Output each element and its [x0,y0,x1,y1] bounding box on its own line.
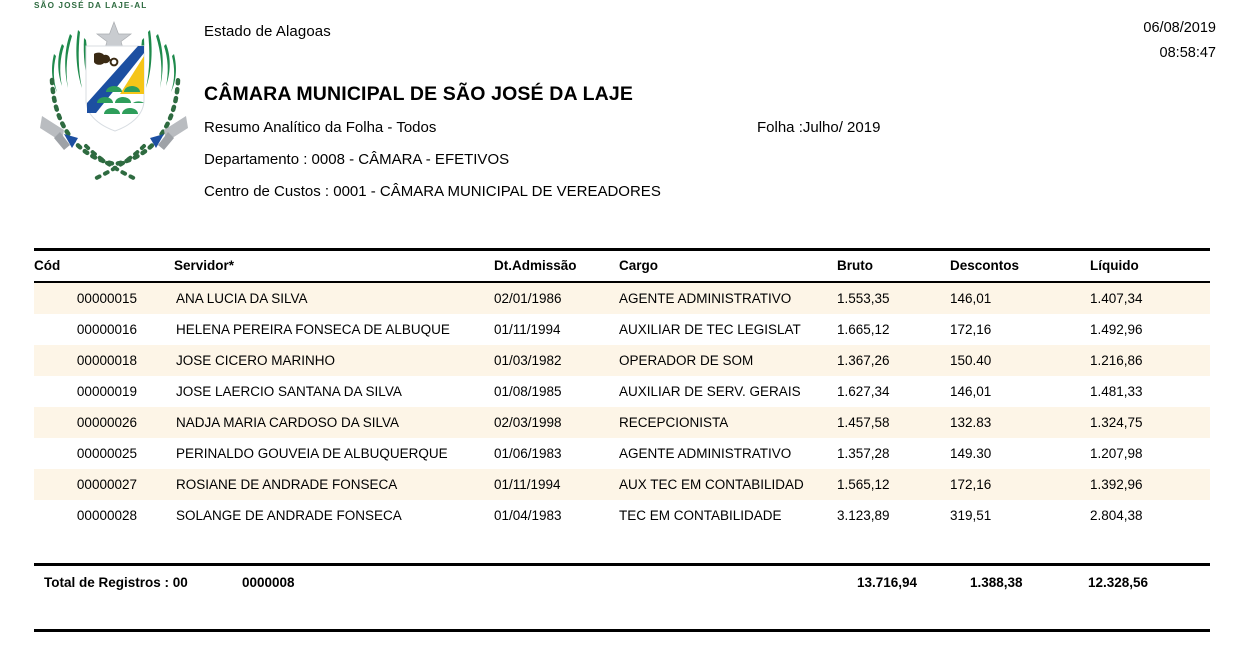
cell-servidor: NADJA MARIA CARDOSO DA SILVA [174,407,494,438]
state-label: Estado de Alagoas [204,23,331,40]
totals-bruto: 13.716,94 [857,575,918,590]
cell-servidor: JOSE CICERO MARINHO [174,345,494,376]
totals-liquido: 12.328,56 [1088,575,1149,590]
report-title: Resumo Analítico da Folha - Todos [204,119,437,136]
cell-admissao: 01/03/1982 [494,345,619,376]
column-header-descontos: Descontos [950,258,1020,273]
cell-servidor: HELENA PEREIRA FONSECA DE ALBUQUE [174,314,494,345]
cell-descontos: 146,01 [950,376,1090,407]
cell-cargo: OPERADOR DE SOM [619,345,837,376]
cell-bruto: 1.357,28 [837,438,950,469]
print-datetime [1143,16,1216,66]
cell-cod: 00000016 [34,314,174,345]
table-row [34,283,1210,314]
cell-descontos: 149.30 [950,438,1090,469]
departamento-line: Departamento : 0008 - CÂMARA - EFETIVOS [204,151,510,168]
coat-of-arms-emblem [34,1,194,190]
totals-container [34,563,1210,632]
cell-descontos: 132.83 [950,407,1090,438]
cell-descontos: 319,51 [950,500,1090,531]
column-header-servidor: Servidor* [174,258,235,273]
table-row [34,345,1210,376]
shield-icon [86,46,144,131]
cell-bruto: 1.457,58 [837,407,950,438]
print-date: 06/08/2019 [1143,20,1216,36]
ribbon-text: SÃO JOSÉ DA LAJE-AL [34,1,148,10]
table-row [34,407,1210,438]
cell-admissao: 01/08/1985 [494,376,619,407]
payroll-table [34,251,1210,281]
cell-cod: 00000018 [34,345,174,376]
cell-admissao: 01/06/1983 [494,438,619,469]
cell-cargo: RECEPCIONISTA [619,407,837,438]
cell-cargo: AGENTE ADMINISTRATIVO [619,438,837,469]
cell-liquido: 1.407,34 [1090,283,1210,314]
cell-admissao: 01/04/1983 [494,500,619,531]
table-row [34,469,1210,500]
folha-label: Folha :Julho/ 2019 [757,119,881,136]
cell-admissao: 02/01/1986 [494,283,619,314]
cell-bruto: 1.565,12 [837,469,950,500]
cell-cod: 00000026 [34,407,174,438]
cell-bruto: 3.123,89 [837,500,950,531]
table-row [34,500,1210,531]
cell-liquido: 1.481,33 [1090,376,1210,407]
column-header-admissao: Dt.Admissão [494,258,577,273]
cell-cargo: AUX TEC EM CONTABILIDAD [619,469,837,500]
totals-label: Total de Registros : 00 [44,575,188,590]
totals-count: 0000008 [242,575,295,590]
table-header-row [34,251,1210,281]
cell-liquido: 1.324,75 [1090,407,1210,438]
cell-liquido: 1.392,96 [1090,469,1210,500]
cell-bruto: 1.627,34 [837,376,950,407]
table-body [34,283,1210,531]
column-header-cod: Cód [34,258,61,273]
column-header-bruto: Bruto [837,258,873,273]
cell-descontos: 146,01 [950,283,1090,314]
crossed-stems-icon [86,146,144,180]
cell-cod: 00000028 [34,500,174,531]
centro-custos-line: Centro de Custos : 0001 - CÂMARA MUNICIPAL DE VEREADORES [204,183,661,200]
cell-cod: 00000015 [34,283,174,314]
table-row [34,438,1210,469]
cell-liquido: 1.492,96 [1090,314,1210,345]
column-header-cargo: Cargo [619,258,659,273]
payroll-table-body [34,283,1210,531]
entity-title: CÂMARA MUNICIPAL DE SÃO JOSÉ DA LAJE [204,83,634,105]
cell-descontos: 172,16 [950,469,1090,500]
cell-admissao: 01/11/1994 [494,314,619,345]
cell-servidor: JOSE LAERCIO SANTANA DA SILVA [174,376,494,407]
cell-liquido: 1.216,86 [1090,345,1210,376]
payroll-table-container [34,248,1210,531]
cell-liquido: 1.207,98 [1090,438,1210,469]
cell-cod: 00000019 [34,376,174,407]
print-time: 08:58:47 [1159,45,1216,61]
cell-cargo: AUXILIAR DE SERV. GERAIS [619,376,837,407]
cell-descontos: 150.40 [950,345,1090,376]
column-header-liquido: Líquido [1090,258,1139,273]
totals-row [34,566,1210,600]
cell-descontos: 172,16 [950,314,1090,345]
totals-descontos: 1.388,38 [970,575,1023,590]
cell-bruto: 1.367,26 [837,345,950,376]
totals-bottom-rule [34,629,1210,632]
table-row [34,314,1210,345]
cell-admissao: 02/03/1998 [494,407,619,438]
cell-cargo: AGENTE ADMINISTRATIVO [619,283,837,314]
cell-bruto: 1.665,12 [837,314,950,345]
report-header [204,0,964,201]
report-title-row [204,119,964,137]
cell-servidor: PERINALDO GOUVEIA DE ALBUQUERQUE [174,438,494,469]
table-row [34,376,1210,407]
cell-servidor: ANA LUCIA DA SILVA [174,283,494,314]
cell-cargo: AUXILIAR DE TEC LEGISLAT [619,314,837,345]
cell-bruto: 1.553,35 [837,283,950,314]
cell-cargo: TEC EM CONTABILIDADE [619,500,837,531]
totals-gap [34,600,1210,629]
cell-liquido: 2.804,38 [1090,500,1210,531]
cell-cod: 00000027 [34,469,174,500]
cell-cod: 00000025 [34,438,174,469]
cell-admissao: 01/11/1994 [494,469,619,500]
cell-servidor: ROSIANE DE ANDRADE FONSECA [174,469,494,500]
cell-servidor: SOLANGE DE ANDRADE FONSECA [174,500,494,531]
